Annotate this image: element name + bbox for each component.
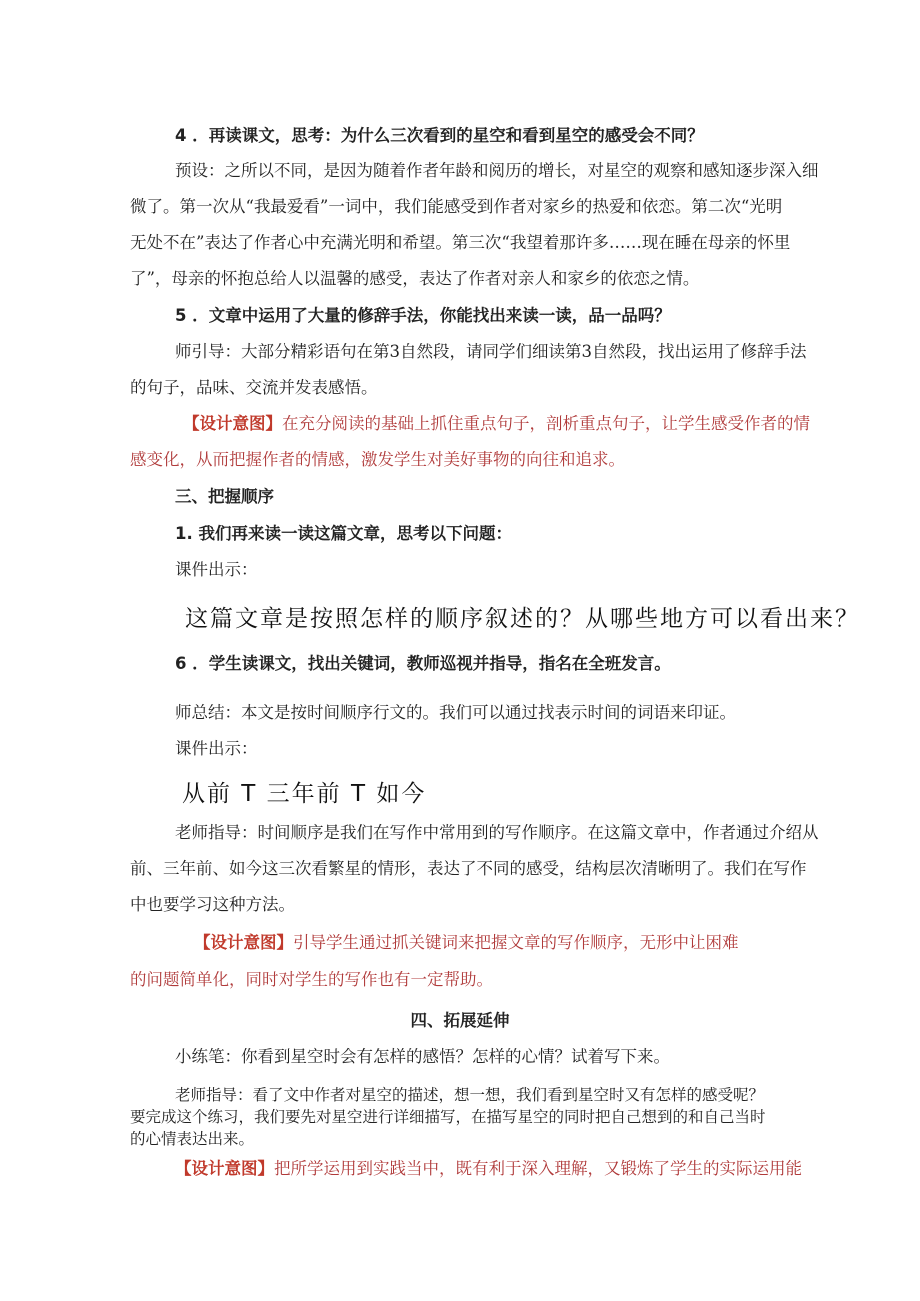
section-4-heading: 四、拓展延伸	[410, 1011, 510, 1030]
courseware-label-2: 课件出示：	[175, 739, 258, 758]
courseware-label-1: 课件出示：	[175, 560, 258, 579]
design-intent-2-line-1	[194, 932, 834, 954]
q4-answer-line-1: 预设：之所以不同，是因为随着作者年龄和阅历的增长，对星空的观察和感知逐步深入细	[175, 161, 819, 180]
design-intent-1-line-2: 感变化，从而把握作者的情感，激发学生对美好事物的向往和追求。	[130, 450, 625, 469]
courseware-question: 这篇文章是按照怎样的顺序叙述的？从哪些地方可以看出来？	[185, 606, 860, 632]
design-intent-2-line-2: 的问题简单化，同时对学生的写作也有一定帮助。	[130, 970, 493, 989]
section-4-guide-line-2: 要完成这个练习，我们要先对星空进行详细描写，在描写星空的同时把自己想到的和自己当时	[130, 1108, 766, 1126]
section-3-heading: 三、把握顺序	[175, 487, 274, 506]
design-intent-3-line-1	[175, 1158, 835, 1180]
design-intent-text: 在充分阅读的基础上抓住重点句子，剖析重点句子，让学生感受作者的情	[282, 414, 810, 433]
q5-guide-line-1: 师引导：大部分精彩语句在第3自然段，请同学们细读第3自然段，找出运用了修辞手法	[175, 342, 807, 361]
section-4-guide-line-1: 老师指导：看了文中作者对星空的描述，想一想，我们看到星空时又有怎样的感受呢？	[175, 1086, 765, 1104]
question-4-heading: 4 ．再读课文，思考：为什么三次看到的星空和看到星空的感受会不同？	[175, 126, 704, 145]
design-intent-1-line-1	[183, 413, 835, 435]
question-5-heading: 5 ．文章中运用了大量的修辞手法，你能找出来读一读，品一品吗？	[175, 306, 671, 325]
q4-answer-line-3: 无处不在”表达了作者心中充满光明和希望。第三次“我望着那许多……现在睡在母亲的怀里	[130, 233, 791, 252]
writing-exercise: 小练笔：你看到星空时会有怎样的感悟？怎样的心情？试着写下来。	[175, 1047, 670, 1066]
q4-answer-line-4: 了”，母亲的怀抱总给人以温馨的感受，表达了作者对亲人和家乡的依恋之情。	[130, 269, 700, 288]
teacher-guide-line-3: 中也要学习这种方法。	[130, 895, 295, 914]
teacher-guide-line-2: 前、三年前、如今这三次看繁星的情形，表达了不同的感受，结构层次清晰明了。我们在写作	[130, 859, 807, 878]
q5-guide-line-2: 的句子，品味、交流并发表感悟。	[130, 378, 378, 397]
teacher-guide-line-1: 老师指导：时间顺序是我们在写作中常用到的写作顺序。在这篇文章中，作者通过介绍从	[175, 823, 819, 842]
design-intent-tag: 【设计意图】	[183, 414, 282, 433]
design-intent-tag: 【设计意图】	[175, 1159, 274, 1178]
section-3-question-6: 6 ．学生读课文，找出关键词，教师巡视并指导，指名在全班发言。	[175, 654, 671, 673]
design-intent-text: 引导学生通过抓关键词来把握文章的写作顺序，无形中让困难	[293, 933, 739, 952]
design-intent-tag: 【设计意图】	[194, 933, 293, 952]
teacher-summary: 师总结：本文是按时间顺序行文的。我们可以通过找表示时间的词语来印证。	[175, 703, 736, 722]
section-3-question-1: 1. 我们再来读一读这篇文章，思考以下问题：	[175, 524, 512, 543]
q4-answer-line-2: 微了。第一次从“我最爱看”一词中，我们能感受到作者对家乡的热爱和依恋。第二次“光明	[130, 197, 783, 216]
time-sequence: 从前 T 三年前 T 如今	[182, 781, 427, 807]
section-4-guide-line-3: 的心情表达出来。	[130, 1130, 255, 1148]
design-intent-text: 把所学运用到实践当中，既有利于深入理解，又锻炼了学生的实际运用能	[274, 1159, 802, 1178]
